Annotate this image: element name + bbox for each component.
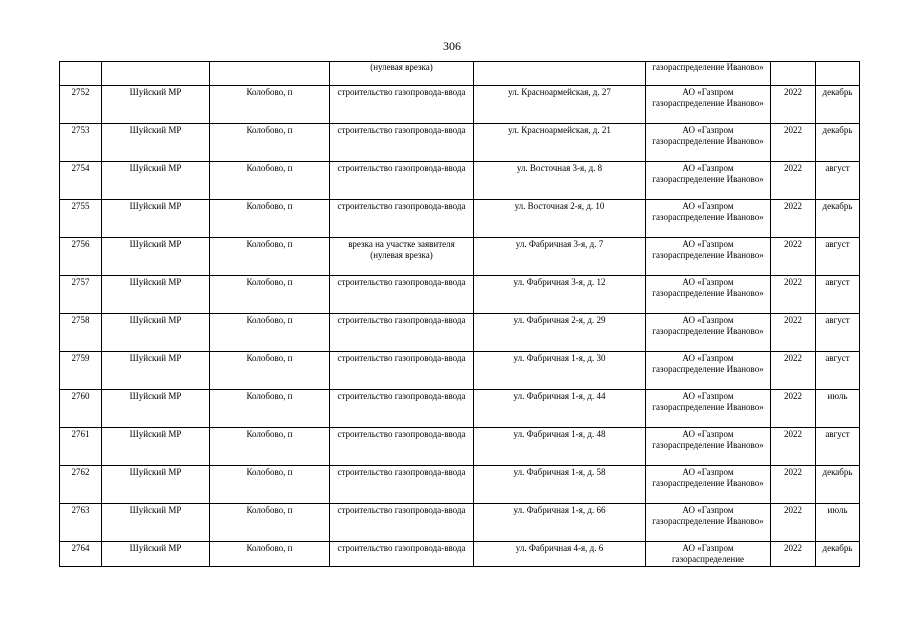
cell-year: 2022	[771, 276, 816, 314]
cell-address: ул. Фабричная 1-я, д. 30	[474, 352, 646, 390]
cell-number: 2754	[60, 162, 102, 200]
cell-number: 2760	[60, 390, 102, 428]
table-row-continuation	[60, 62, 860, 86]
cell-organization: АО «Газпром газораспределение Иваново»	[646, 124, 771, 162]
cell-settlement	[210, 62, 330, 86]
cell-address: ул. Восточная 2-я, д. 10	[474, 200, 646, 238]
cell-settlement: Колобово, п	[210, 124, 330, 162]
cell-settlement: Колобово, п	[210, 200, 330, 238]
cell-year: 2022	[771, 542, 816, 567]
cell-year: 2022	[771, 86, 816, 124]
cell-year: 2022	[771, 162, 816, 200]
cell-year: 2022	[771, 466, 816, 504]
cell-address: ул. Красноармейская, д. 21	[474, 124, 646, 162]
table-row	[60, 314, 860, 352]
cell-district: Шуйский МР	[102, 390, 210, 428]
cell-work: (нулевая врезка)	[330, 62, 474, 86]
cell-district: Шуйский МР	[102, 352, 210, 390]
table-row	[60, 200, 860, 238]
cell-number: 2759	[60, 352, 102, 390]
cell-month: июль	[816, 504, 860, 542]
table-row	[60, 162, 860, 200]
cell-work: строительство газопровода-ввода	[330, 314, 474, 352]
table-row	[60, 466, 860, 504]
cell-work: строительство газопровода-ввода	[330, 86, 474, 124]
cell-organization: газораспределение Иваново»	[646, 62, 771, 86]
table-row	[60, 352, 860, 390]
cell-work: врезка на участке заявителя (нулевая врезка)	[330, 238, 474, 276]
cell-work: строительство газопровода-ввода	[330, 200, 474, 238]
cell-address: ул. Фабричная 4-я, д. 6	[474, 542, 646, 567]
cell-settlement: Колобово, п	[210, 86, 330, 124]
page-number: 306	[443, 39, 461, 53]
cell-address: ул. Фабричная 1-я, д. 48	[474, 428, 646, 466]
cell-district: Шуйский МР	[102, 238, 210, 276]
cell-organization: АО «Газпром газораспределение Иваново»	[646, 504, 771, 542]
cell-month: декабрь	[816, 466, 860, 504]
table-row	[60, 124, 860, 162]
cell-organization: АО «Газпром газораспределение Иваново»	[646, 86, 771, 124]
cell-year: 2022	[771, 238, 816, 276]
cell-address: ул. Фабричная 1-я, д. 66	[474, 504, 646, 542]
cell-address: ул. Фабричная 1-я, д. 58	[474, 466, 646, 504]
cell-settlement: Колобово, п	[210, 238, 330, 276]
cell-year: 2022	[771, 200, 816, 238]
cell-number: 2753	[60, 124, 102, 162]
cell-year: 2022	[771, 428, 816, 466]
cell-address: ул. Фабричная 2-я, д. 29	[474, 314, 646, 352]
cell-month: август	[816, 428, 860, 466]
cell-organization: АО «Газпром газораспределение Иваново»	[646, 466, 771, 504]
cell-organization: АО «Газпром газораспределение Иваново»	[646, 314, 771, 352]
cell-number: 2762	[60, 466, 102, 504]
cell-work: строительство газопровода-ввода	[330, 542, 474, 567]
cell-organization: АО «Газпром газораспределение Иваново»	[646, 352, 771, 390]
cell-number: 2756	[60, 238, 102, 276]
cell-organization: АО «Газпром газораспределение Иваново»	[646, 428, 771, 466]
table-row	[60, 390, 860, 428]
cell-number: 2764	[60, 542, 102, 567]
cell-year: 2022	[771, 314, 816, 352]
cell-month: август	[816, 352, 860, 390]
cell-month: июль	[816, 390, 860, 428]
cell-organization: АО «Газпром газораспределение	[646, 542, 771, 567]
cell-work: строительство газопровода-ввода	[330, 390, 474, 428]
cell-district: Шуйский МР	[102, 86, 210, 124]
cell-settlement: Колобово, п	[210, 466, 330, 504]
cell-settlement: Колобово, п	[210, 162, 330, 200]
cell-work: строительство газопровода-ввода	[330, 504, 474, 542]
cell-organization: АО «Газпром газораспределение Иваново»	[646, 238, 771, 276]
cell-settlement: Колобово, п	[210, 428, 330, 466]
cell-work: строительство газопровода-ввода	[330, 276, 474, 314]
cell-district: Шуйский МР	[102, 162, 210, 200]
table-row	[60, 504, 860, 542]
cell-organization: АО «Газпром газораспределение Иваново»	[646, 390, 771, 428]
cell-number: 2761	[60, 428, 102, 466]
cell-district: Шуйский МР	[102, 124, 210, 162]
cell-address	[474, 62, 646, 86]
cell-work: строительство газопровода-ввода	[330, 124, 474, 162]
cell-number: 2752	[60, 86, 102, 124]
cell-district	[102, 62, 210, 86]
cell-work: строительство газопровода-ввода	[330, 428, 474, 466]
cell-organization: АО «Газпром газораспределение Иваново»	[646, 200, 771, 238]
cell-month: декабрь	[816, 86, 860, 124]
cell-district: Шуйский МР	[102, 314, 210, 352]
cell-work: строительство газопровода-ввода	[330, 162, 474, 200]
cell-year: 2022	[771, 124, 816, 162]
cell-address: ул. Красноармейская, д. 27	[474, 86, 646, 124]
cell-settlement: Колобово, п	[210, 352, 330, 390]
cell-month: декабрь	[816, 124, 860, 162]
cell-settlement: Колобово, п	[210, 276, 330, 314]
table-row	[60, 276, 860, 314]
cell-organization: АО «Газпром газораспределение Иваново»	[646, 162, 771, 200]
table-row	[60, 428, 860, 466]
cell-settlement: Колобово, п	[210, 390, 330, 428]
cell-settlement: Колобово, п	[210, 504, 330, 542]
cell-year: 2022	[771, 390, 816, 428]
cell-number	[60, 62, 102, 86]
cell-district: Шуйский МР	[102, 428, 210, 466]
cell-address: ул. Фабричная 3-я, д. 12	[474, 276, 646, 314]
table-row	[60, 86, 860, 124]
cell-work: строительство газопровода-ввода	[330, 466, 474, 504]
cell-month: август	[816, 162, 860, 200]
cell-number: 2763	[60, 504, 102, 542]
cell-month	[816, 62, 860, 86]
cell-month: август	[816, 238, 860, 276]
cell-settlement: Колобово, п	[210, 314, 330, 352]
cell-district: Шуйский МР	[102, 466, 210, 504]
cell-number: 2755	[60, 200, 102, 238]
cell-settlement: Колобово, п	[210, 542, 330, 567]
cell-month: декабрь	[816, 542, 860, 567]
cell-district: Шуйский МР	[102, 504, 210, 542]
cell-address: ул. Восточная 3-я, д. 8	[474, 162, 646, 200]
cell-year: 2022	[771, 352, 816, 390]
cell-year: 2022	[771, 504, 816, 542]
cell-district: Шуйский МР	[102, 276, 210, 314]
cell-organization: АО «Газпром газораспределение Иваново»	[646, 276, 771, 314]
cell-district: Шуйский МР	[102, 542, 210, 567]
cell-number: 2757	[60, 276, 102, 314]
cell-work: строительство газопровода-ввода	[330, 352, 474, 390]
table-row	[60, 238, 860, 276]
cell-year	[771, 62, 816, 86]
cell-address: ул. Фабричная 3-я, д. 7	[474, 238, 646, 276]
cell-number: 2758	[60, 314, 102, 352]
table-row	[60, 542, 860, 567]
cell-month: август	[816, 314, 860, 352]
cell-month: декабрь	[816, 200, 860, 238]
cell-address: ул. Фабричная 1-я, д. 44	[474, 390, 646, 428]
works-table	[59, 61, 860, 567]
cell-month: август	[816, 276, 860, 314]
cell-district: Шуйский МР	[102, 200, 210, 238]
